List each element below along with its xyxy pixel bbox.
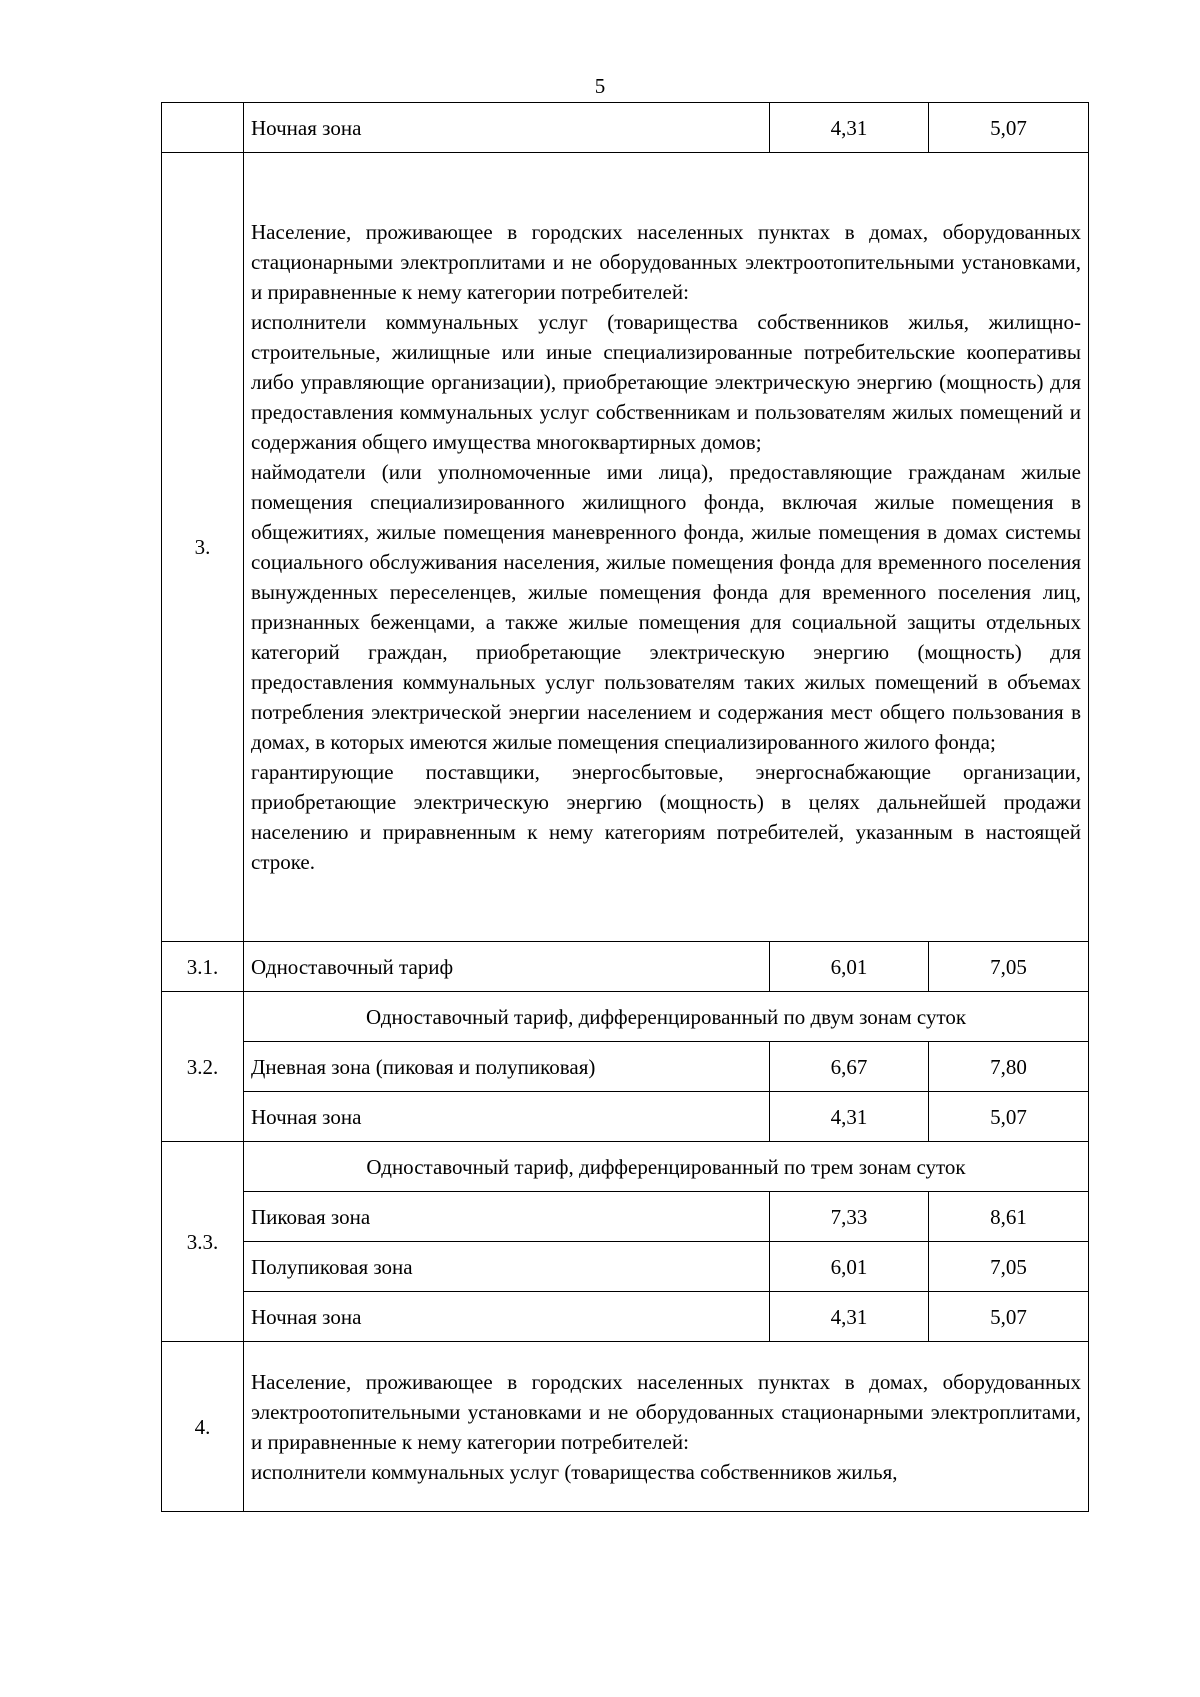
- table-row: [162, 1142, 1089, 1192]
- table-row: [162, 1192, 1089, 1242]
- subheading: Одноставочный тариф, дифференцированный по двум зонам суток: [244, 992, 1089, 1042]
- table-row: [162, 103, 1089, 153]
- paragraph: Население, проживающее в городских населенных пунктах в домах, оборудованных стационарными электроплитами и не оборудованных электроотопительными установками, и приравненные к нему категории потребителей:: [251, 220, 1081, 304]
- table-row: [162, 153, 1089, 942]
- subheading: Одноставочный тариф, дифференцированный по трем зонам суток: [244, 1142, 1089, 1192]
- row-description: Одноставочный тариф: [244, 942, 770, 992]
- table-row: [162, 1092, 1089, 1142]
- row-number: 3.1.: [162, 942, 244, 992]
- tariff-table: [161, 102, 1089, 1512]
- table-row: [162, 1292, 1089, 1342]
- tariff-value-2: 7,05: [929, 942, 1089, 992]
- tariff-value-2: 5,07: [929, 1292, 1089, 1342]
- tariff-value-1: 6,01: [770, 1242, 929, 1292]
- tariff-value-2: 7,80: [929, 1042, 1089, 1092]
- paragraph: исполнители коммунальных услуг (товарищества собственников жилья,: [251, 1459, 898, 1484]
- tariff-value-2: 8,61: [929, 1192, 1089, 1242]
- row-number: 3.: [162, 153, 244, 942]
- paragraph: исполнители коммунальных услуг (товарищества собственников жилья, жилищно-строительные, жилищные или иные специализированные потребительские кооперативы либо управляющие организации), приобретающие электрическую энергию (мощность) для предоставления коммунальных услуг собственникам и пользователям жилых помещений и содержания общего имущества многоквартирных домов;: [251, 310, 1081, 454]
- consumer-category-description: [244, 1342, 1089, 1512]
- tariff-value-1: 4,31: [770, 1092, 929, 1142]
- paragraph: наймодатели (или уполномоченные ими лица), предоставляющие гражданам жилые помещения специализированного жилищного фонда, включая жилые помещения в общежитиях, жилые помещения маневренного фонда, жилые помещения в домах системы социального обслуживания населения, жилые помещения фонда для временного поселения вынужденных переселенцев, жилые помещения фонда для временного поселения лиц, признанных беженцами, а также жилые помещения для социальной защиты отдельных категорий граждан, приобретающие электрическую энергию (мощность) для предоставления коммунальных услуг пользователям таких жилых помещений в объемах потребления электрической энергии населением и содержания мест общего пользования в домах, в которых имеются жилые помещения специализированного жилого фонда;: [251, 460, 1081, 754]
- paragraph: гарантирующие поставщики, энергосбытовые, энергоснабжающие организации, приобретающие электрическую энергию (мощность) в целях дальнейшей продажи населению и приравненным к нему категориям потребителей, указанным в настоящей строке.: [251, 760, 1081, 874]
- row-number: 4.: [162, 1342, 244, 1512]
- table-row: [162, 1242, 1089, 1292]
- row-description: Дневная зона (пиковая и полупиковая): [244, 1042, 770, 1092]
- tariff-value-1: 6,67: [770, 1042, 929, 1092]
- row-number: 3.3.: [162, 1142, 244, 1342]
- row-description: Ночная зона: [244, 103, 770, 153]
- table-row: [162, 992, 1089, 1042]
- consumer-category-description: [244, 153, 1089, 942]
- tariff-value-1: 6,01: [770, 942, 929, 992]
- row-number: 3.2.: [162, 992, 244, 1142]
- tariff-value-1: 7,33: [770, 1192, 929, 1242]
- table-row: [162, 942, 1089, 992]
- page-number: 5: [594, 74, 606, 98]
- row-description: Ночная зона: [244, 1092, 770, 1142]
- row-description: Пиковая зона: [244, 1192, 770, 1242]
- table-row: [162, 1042, 1089, 1092]
- tariff-value-2: 5,07: [929, 103, 1089, 153]
- tariff-value-1: 4,31: [770, 103, 929, 153]
- tariff-value-2: 5,07: [929, 1092, 1089, 1142]
- row-number: [162, 103, 244, 153]
- row-description: Ночная зона: [244, 1292, 770, 1342]
- row-description: Полупиковая зона: [244, 1242, 770, 1292]
- tariff-value-1: 4,31: [770, 1292, 929, 1342]
- paragraph: Население, проживающее в городских населенных пунктах в домах, оборудованных электроотопительными установками и не оборудованных стационарными электроплитами, и приравненные к нему категории потребителей:: [251, 1369, 1081, 1454]
- table-row: [162, 1342, 1089, 1512]
- tariff-value-2: 7,05: [929, 1242, 1089, 1292]
